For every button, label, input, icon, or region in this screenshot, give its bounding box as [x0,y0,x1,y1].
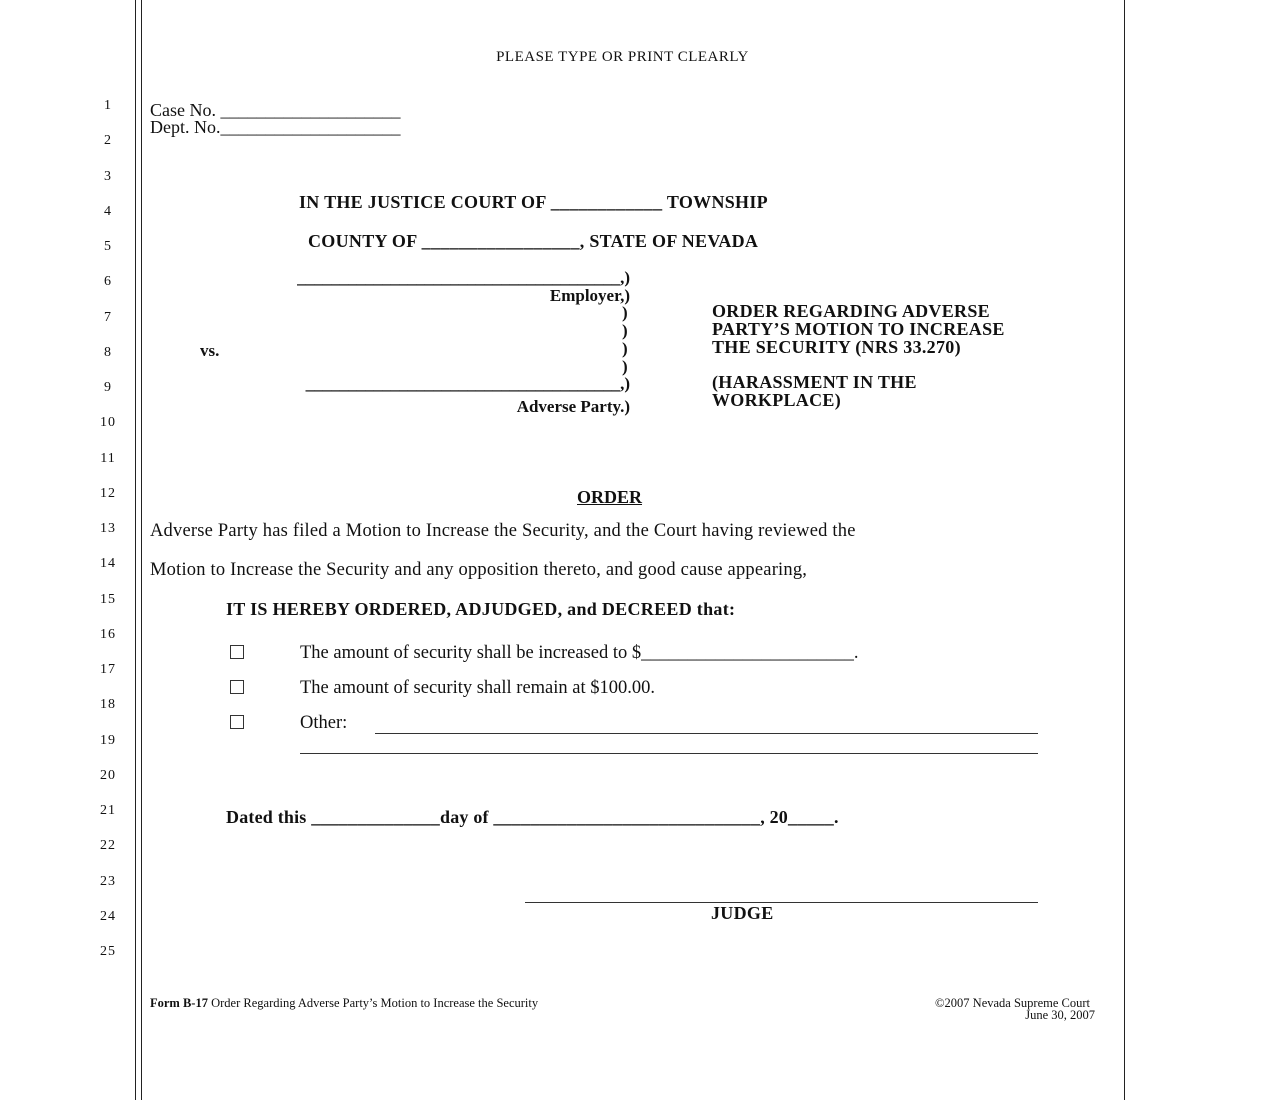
option-1-checkbox[interactable] [230,645,244,659]
line-number: 15 [100,591,116,607]
court-name-line: IN THE JUSTICE COURT OF ____________ TOWNSHIP [299,192,768,212]
document-subtitle-line-2: WORKPLACE) [712,390,841,410]
other-blank-line-2 [300,753,1038,754]
order-paragraph-line-2: Motion to Increase the Security and any opposition thereto, and good cause appearing, [150,560,808,580]
line-number: 25 [100,944,116,959]
footer-form-id: Form B-17 [150,996,208,1010]
caption-paren: ) [622,303,628,322]
order-paragraph-line-1: Adverse Party has filed a Motion to Increase the Security, and the Court having reviewed the [150,521,856,541]
left-margin-rule-outer [135,0,136,1100]
left-margin-rule-inner [141,0,142,1100]
line-number: 24 [100,908,116,924]
dated-line: Dated this ______________day of _____________________________, 20_____. [226,807,839,827]
line-number: 23 [100,873,116,889]
line-number: 19 [100,732,116,748]
footer-date: June 30, 2007 [1025,1008,1095,1022]
line-number: 21 [100,803,116,818]
decree-statement: IT IS HEREBY ORDERED, ADJUDGED, and DECREED that: [226,599,736,619]
employer-label: Employer,) [549,286,630,305]
line-number: 12 [100,485,116,501]
line-number: 13 [100,521,116,536]
line-number: 7 [104,309,112,325]
line-number: 2 [104,133,112,149]
case-number-field: Case No. ____________________ [150,100,401,120]
line-number: 1 [104,98,112,113]
order-heading: ORDER [577,487,643,507]
caption-paren: ) [622,321,628,340]
line-number: 6 [104,274,112,290]
line-number: 16 [100,626,116,642]
document-title-line-1: ORDER REGARDING ADVERSE [712,301,990,321]
line-number: 20 [100,767,116,783]
adverse-party-name-blank: _____________________________________,) [305,374,630,393]
other-blank-line-1 [375,733,1038,734]
judge-label: JUDGE [711,903,774,923]
employer-name-blank: ______________________________________,) [297,268,630,287]
footer-copyright: ©2007 Nevada Supreme Court [935,996,1090,1010]
line-number: 3 [104,168,112,184]
line-number: 4 [104,203,112,219]
line-number: 10 [100,415,116,431]
document-title-line-2: PARTY’S MOTION TO INCREASE [712,319,1005,339]
option-3-label: Other: [300,713,348,733]
adverse-party-label: Adverse Party.) [516,397,630,416]
line-number: 17 [100,662,116,677]
line-number: 8 [104,344,112,360]
line-number: 11 [100,450,116,466]
document-subtitle-line-1: (HARASSMENT IN THE [712,372,917,392]
judge-signature-line [525,902,1038,903]
document-title-line-3: THE SECURITY (NRS 33.270) [712,337,961,357]
option-2-checkbox[interactable] [230,680,244,694]
footer-form-name: Order Regarding Adverse Party’s Motion to Increase the Security [211,996,539,1010]
caption-paren: ) [622,339,628,358]
line-number: 18 [100,697,116,713]
option-2-text: The amount of security shall remain at $100.00. [300,678,656,698]
right-margin-rule [1124,0,1125,1100]
line-number: 22 [100,838,116,854]
line-number: 14 [100,556,116,572]
print-instruction: PLEASE TYPE OR PRINT CLEARLY [496,49,749,65]
line-number: 9 [104,380,112,395]
dept-number-field: Dept. No.____________________ [150,117,401,137]
caption-paren: ) [622,357,628,376]
line-number: 5 [104,239,112,254]
option-1-text: The amount of security shall be increased to $_______________________. [300,643,859,663]
option-3-checkbox[interactable] [230,715,244,729]
footer-form-title [150,996,538,1011]
county-state-line: COUNTY OF _________________, STATE OF NEVADA [308,231,759,251]
versus-label: vs. [200,341,220,360]
